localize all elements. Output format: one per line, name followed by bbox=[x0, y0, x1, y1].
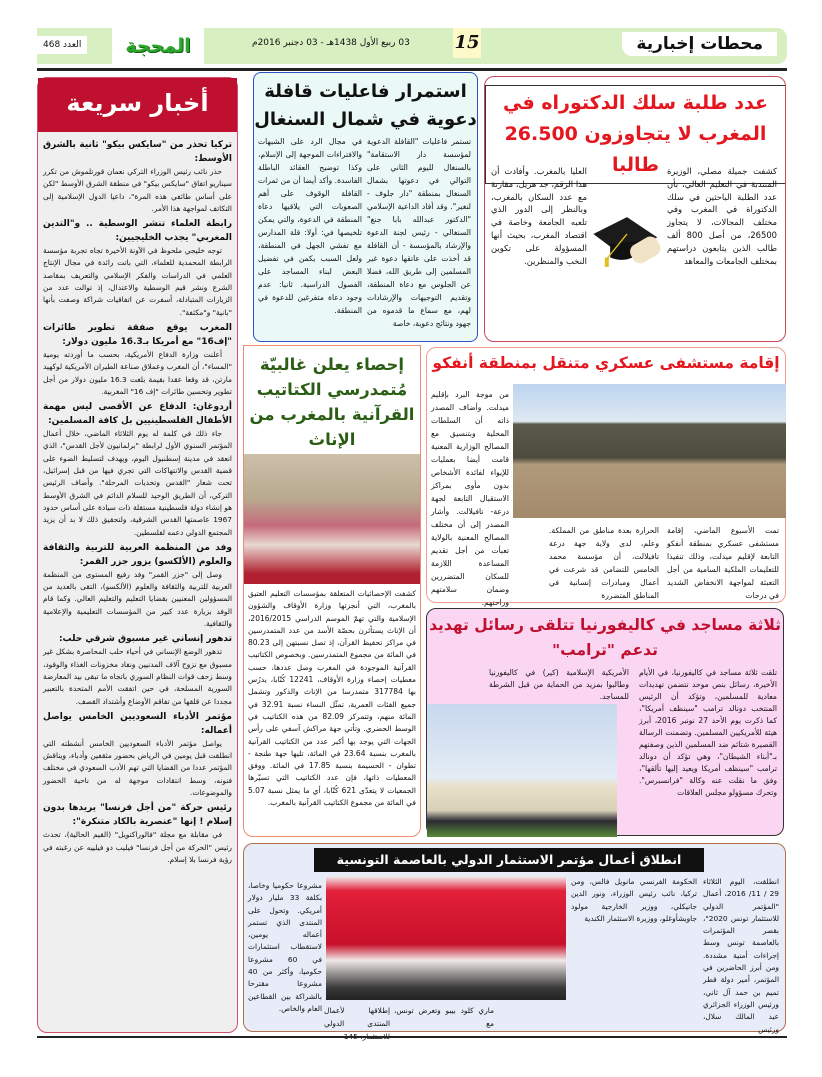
article-body: كشفت الإحصائيات المتعلقة بمؤسسات التعليم العتيق بالمغرب، التي أنجزتها وزارة الأوقاف والشؤون الإسلامية والتي تهمّ الموسم الدراسي 2016/2015، أن الإناث يستأثرن بحصّة الأسد من عدد المتمدرسين في مراكز تحفيظ القرآن، إذ تصل نسبتهن إلى 80.23 في المائة من مجموع المتمدرسين. وبخصوص الكتاتيب القرآنية الموجودة في المغرب وصل عددها، حسب معطيات إحصاء وزارة الأوقاف، 12241 كُتّابا، يدرُس بها 317784 متمدرسا من الإناث والذكور وتشمل جميع الفئات العمرية، تمثّل النساء نسبة 32.91 في المائة منهم، وتتمركز 82.09 من هذه الكتاتيب في الوسط الحضري. وتأتي جهة مراكش آسفي على رأس الجهات التي يوجد بها أكبر عدد من الكتاتيب القرآنية بالمغرب بنسبة 23.64 في المائة، تليها جهة طنجة - تطوان - الحسيمة بنسبة 17.85 في المائة. ووفق المعطيات ذاتها، فإن عدد الكتاتيب التي تسيّرها الجمعيات لا يتعدّى 621 كُتّابا، أي ما يمثل نسبة 5.07 في المائة من مجموع الكتاتيب القرآنية بالمغرب. bbox=[248, 589, 417, 808]
article-body: انطلقت، اليوم الثلاثاء 29 / 11/ 2016، أعمال "المؤتمر الدولي للاستثمار تونس 2020"، بقصر المؤتمرات بالعاصمة تونس وسط إجراءات أمنية مشددة. ومن أبرز الحاضرين في المؤتمر، أمير دولة قطر تميم بن حمد آل ثاني، ورئيس الوزراء الجزائري عبد المالك سلال، ورئيس bbox=[703, 877, 779, 1034]
field-hospital-photo bbox=[513, 384, 786, 518]
news-body: يواصل مؤتمر الأدباء السعوديين الخامس أنشطته التي انطلقت قبل يومين في الرياض بحضور مثقفين وأدباء، ويناقش المؤتمر عددا من القضايا التي تهم الأدب السعودي في مختلف فنونه، وسط انتقادات موجهة له من ناحية الحضور والموضوعات. bbox=[43, 738, 232, 797]
mosque-photo bbox=[427, 704, 617, 837]
top-rule bbox=[37, 68, 787, 71]
issue-date: 03 ربيع الأول 1438هـ - 03 دجنبر 2016م bbox=[252, 38, 410, 48]
article-body: تستمر فاعليات "القافلة الدعوية لمؤسسة دار الاستقامة" بالسنغال لليوم الثاني على التوالي في دعوتها بشمال السنغال بمنطقة "دار جلوف - لنغير". وقد أفاد الداعية الإسلامي "الدكتور عبدالله بابا جنغ" السنغالي - رئيس لجنة الدعوة والإرشاد بالمؤسسة - أن القافلة قد أخذت على عاتقها دعوة غير المسلمين إلى طريق الله، فضلا عن الجلوس مع دعاة المنطقة، وتقديم التوجيهات والإرشادات لهم، مع سماع ما قدموه من جهود ونتائج دعوية، خاصة bbox=[367, 137, 471, 328]
quick-news-column bbox=[37, 77, 238, 1033]
article-mosques bbox=[426, 608, 784, 836]
headline: استمرار فاعليات قافلة دعوية في شمال السنغال bbox=[254, 81, 477, 130]
news-item bbox=[43, 400, 232, 539]
headline: إحصاء يعلن غالبيّة مُتمدرسي الكتاتيب القرآنية بالمغرب من الإناث bbox=[249, 355, 415, 449]
article-body: تلقت ثلاثة مساجد في كاليفورنيا، في الأيام الأخيرة، رسائل بنص موحد تتضمن تهديدات معادية للمسلمين، وتؤكد أن الرئيس المنتخب دونالد ترامب "سينظف أمريكا"، كما ذكرت يوم الأحد 27 نونبر 2016، أبرز هيئة للأمريكيين المسلمين. وتضمنت الرسالة القصيرة شتائم ضد المسلمين الذين وصفتهم بـ"أبناء الشيطان"، وهي تؤكد أن دونالد ترامب "سينظف أمريكا ويعيد إليها تألقها"، وفق ما نقلت عنه وكالة "فرانسبرس". وتحرك مسؤولو مجلس العلاقات bbox=[639, 668, 778, 797]
news-item bbox=[43, 217, 232, 319]
news-body: توجه خليجي ملحوظ في الآونة الأخيرة تجاه تجربة مؤسسة الرابطة المحمدية للعلماء، التي باتت رائدة في مجال الإنتاج العلمي في الدراسات والفكر الإسلامي والتعريف بمقاصد الشرع ونشر قيم الوسطية والاعتدال، إذ توالت عدد من الزيارات المتبادلة، أسفرت عن اتفاقيات شراكة وصفت بأنها "بانية" و"مكثفة". bbox=[43, 246, 232, 317]
article-body: من موجة البرد بإقليم ميدلت. وأضاف المصدر ذاته أن السلطات المحلية وبتنسيق مع المصالح الوزارية المعنية قامت أيضا بعمليات للإيواء لفائدة الأشخاص بدون مأوى بمراكز الاستقبال التابعة لجهة درعة- تافيلالت. وأشار المصدر إلى أن مختلف المصالح المعنية بالولاية تعبأت من أجل تقديم المساعدة اللازمة للسكان المتضررين وضمان سلامتهم وراحتهم. bbox=[431, 390, 509, 607]
news-body: تدهور الوضع الإنساني في أحياء حلب المحاصرة بشكل غير مسبوق مع نزوح آلاف المدنيين ونفاد مخزونات الغذاء والوقود، وسط زحف قوات النظام السوري باتجاه ما تبقى بيد المعارضة السورية المسلحة، في حين اتفقت الأمم المتحدة بالتعبير مجددا عن قلقها من تفاقم الأوضاع وأشتداد القصف. bbox=[43, 647, 232, 706]
news-item bbox=[43, 801, 232, 866]
conference-photo bbox=[326, 876, 566, 1000]
news-item bbox=[43, 541, 232, 630]
article-tunisia bbox=[243, 843, 786, 1032]
article-body: العليا بالمغرب. وأفادت أن هذا الرقم، جد هزيل، مقارنة مع عدد السكان بالمغرب، وبالنظر إلى الدور الذي تلعبه الجامعة وخاصة في اقتصاد المغرب، بحيث أنها المسؤولة على تكوين النخب والمنظرين. bbox=[491, 166, 587, 266]
page-header bbox=[37, 28, 787, 64]
issue-number: العدد 468 bbox=[37, 36, 87, 54]
article-senegal bbox=[253, 72, 478, 342]
news-body: جاء ذلك في كلمة له يوم الثلاثاء الماضي، خلال أعمال المؤتمر السنوي الأول لرابطة "برلمانيون لأجل القدس"، الذي انعقد في مدينة إسطنبول اليوم، ويهدف لتسليط الضوء على قضية القدس والانتهاكات التي تجري فيها من قبل إسرائيل، تحت شعار "القدس وتحديات المرحلة". وأضاف الرئيس التركي، أن الطريق الوحيد للسلام الدائم في الشرق الأوسط هو إنشاء دولة فلسطينية مستقلة ذات سيادة على أساس حدود 1967 عاصمتها القدس الشرقية، ولتحقيق ذلك لا بد أن يزيد المجتمع الدولي دعمه لفلسطين. bbox=[43, 429, 232, 537]
news-body: في مقابلة مع مجلة "فالوراكتويل" (القيم الحالية)، تحدث رئيس "الحركة من أجل فرنسا" فيليب دو فيلييه عن رغبته في رؤية فرنسا بلا إسلام. bbox=[43, 830, 232, 864]
news-headline: المغرب يوقع صفقة تطوير طائرات "إف16" مع أمريكا بـ16.3 مليون دولار: bbox=[43, 322, 232, 347]
quick-news-title: أخبار سريعة bbox=[38, 78, 237, 132]
headline: انطلاق أعمال مؤتمر الاستثمار الدولي بالعاصمة التونسية bbox=[314, 848, 704, 872]
news-body: وصل إلى "جزر القمر" وفد رفيع المستوى من المنظمة العربية للتربية والثقافة والعلوم (الألكسو)، التقى بالعديد من المسؤولين المعنيين بقضايا التعليم والتعليم العالي. وكما قام الوفد بزيارة عدد كبير من المؤسسات التعليمية والإعلامية والثقافية. bbox=[43, 569, 232, 629]
article-body: تمت الأسبوع الماضي، إقامة مستشفى عسكري بمنطقة أنفكو التابعة لإقليم ميدلت، وذلك تنفيذا للتعليمات الملكية السامية من أجل التعبئة لمواجهة الانخفاض الشديد في درجات bbox=[667, 526, 779, 600]
headline: إقامة مستشفى عسكري متنقل بمنطقة أنفكو bbox=[432, 354, 780, 372]
news-headline: تدهور إنساني غير مسبوق شرقي حلب: bbox=[58, 634, 232, 645]
news-body: أعلنت وزارة الدفاع الأمريكية، بحسب ما أوردته يومية "المساء"، أن المغرب وعملاق صناعة الطيران الأمريكية لوكهيد مارتن، قد وقعا عقدا بقيمة بلغت 16.3 مليون دولار من أجل تطوير وتحسين طائرات "إف 16" المغربية. bbox=[43, 349, 232, 396]
article-hospital bbox=[426, 347, 786, 607]
graduates-photo bbox=[244, 454, 420, 584]
headline: ثلاثة مساجد في كاليفورنيا تتلقى رسائل تهديد تدعم "ترامب" bbox=[429, 616, 781, 659]
headline: عدد طلبة سلك الدكتوراه في المغرب لا يتجاوزون 26.500 طالبا bbox=[485, 85, 785, 184]
news-headline: تركيا تحذر من "سايكس بيكو" ثانية بالشرق الأوسط: bbox=[43, 140, 232, 164]
news-headline: وفد من المنظمة العربية للتربية والثقافة والعلوم (الألكسو) يزور جزر القمر: bbox=[43, 542, 232, 567]
article-body: الحرارة بعدة مناطق من المملكة. وعلم، لدى ولاية جهة درعة تافيلالت، أن مؤسسة محمد الخامس للتضامن قد شرعت في أعمال ومبادرات إنسانية في المناطق المتضررة bbox=[549, 526, 659, 600]
news-headline: أردوغان: الدفاع عن الأقصى ليس مهمة الأطفال الفلسطينيين بل كافة المسلمين: bbox=[43, 402, 232, 427]
news-headline: مؤتمر الأدباء السعوديين الخامس يواصل أعماله: bbox=[43, 711, 232, 736]
article-body: في مجال الرد على الشبهات والافتراءات الموجهة إلى الإسلام، وكذا توضيح العقائد الباطلة الفاسدة. وأكد أيضا أن من ثمرات القافلة الوقوف على أهم الصعوبات التي يلاقيها دعاة المنطقة في الدعوة، والتي يمكن تلخيصها في: أولا: قلة المدارس مع تفشي الجهل في المنطقة، ولعل السبب يكمن في تفضيل البعض لبناء المساجد على الفصول الدراسية. ثانيا: عدم وجود دعاة متفرغين للدعوة في المنطقة. bbox=[258, 137, 362, 315]
news-item bbox=[43, 138, 232, 215]
page-number: 15 bbox=[453, 28, 481, 58]
article-body: ماري كلود بيبو وتعرض تونس، مع bbox=[394, 1006, 494, 1028]
article-phd bbox=[484, 76, 786, 342]
news-body: حذر نائب رئيس الوزراء التركي نعمان قورتلموش من تكرر سيناريو اتفاق "سايكس بيكو" في منطقة الشرق الأوسط "لكن على أساس طائفي هذه المرة"، داعيا الدول الإسلامية إلى التكاتف لمواجهة هذا الأمر. bbox=[43, 167, 232, 213]
news-item bbox=[43, 321, 232, 398]
article-body: الأمريكية الإسلامية (كير) في كاليفورنيا وطالبوا بمزيد من الحماية من قبل الشرطة للمساجد. bbox=[489, 668, 629, 701]
bottom-rule bbox=[37, 1036, 787, 1038]
article-quran-schools bbox=[243, 345, 421, 837]
article-body: الحكومة الفرنسي مانويل فالس، ومن تركيا، نائب رئيس الوزراء، ونور الدين جانيكلي، ووزير الخارجية مولود جاويشأوغلو، ووزيرة الاستثمار الكندية bbox=[571, 877, 697, 923]
news-headline: رابطة العلماء تنشر الوسطية .. و"التدين المغربي" يجذب الخليجيين: bbox=[43, 219, 232, 244]
article-body: مشروعا حكوميا وخاصا، بكلفة 33 مليار دولار أمريكي. وتحول على المنتدى الذي تستمر أعماله يومين، لاستقطاب استثمارات في 60 مشروعا حكوميا، وأكثر من 40 مشروعا مقترحا بالشراكة بين القطاعين العام والخاص. bbox=[248, 881, 322, 1013]
article-body: إطلاقها لأعمال المنتدى الدولي bbox=[324, 1006, 390, 1028]
article-body: كشفت جميلة مصلي، الوزيرة المنتدبة في التعليم العالي، بأن عدد الطلبة الباحثين في سلك الدكتوراة في المغرب وفي مختلف المجالات، لا يتجاوز 26500، من أصل 800 ألف طالب الذين يتابعون دراستهم بمختلف الجامعات والمعاهد bbox=[667, 166, 777, 266]
graduation-cap-image bbox=[590, 207, 664, 271]
news-item bbox=[43, 632, 232, 707]
section-title: محطات إخبارية bbox=[622, 32, 777, 56]
newspaper-logo: المحجة bbox=[112, 28, 204, 64]
news-headline: رئيس حركة "من أجل فرنسا" يريدها بدون إسلام ! إنها "عنصرية بالكاد متنكرة": bbox=[43, 803, 232, 828]
news-item bbox=[43, 710, 232, 799]
